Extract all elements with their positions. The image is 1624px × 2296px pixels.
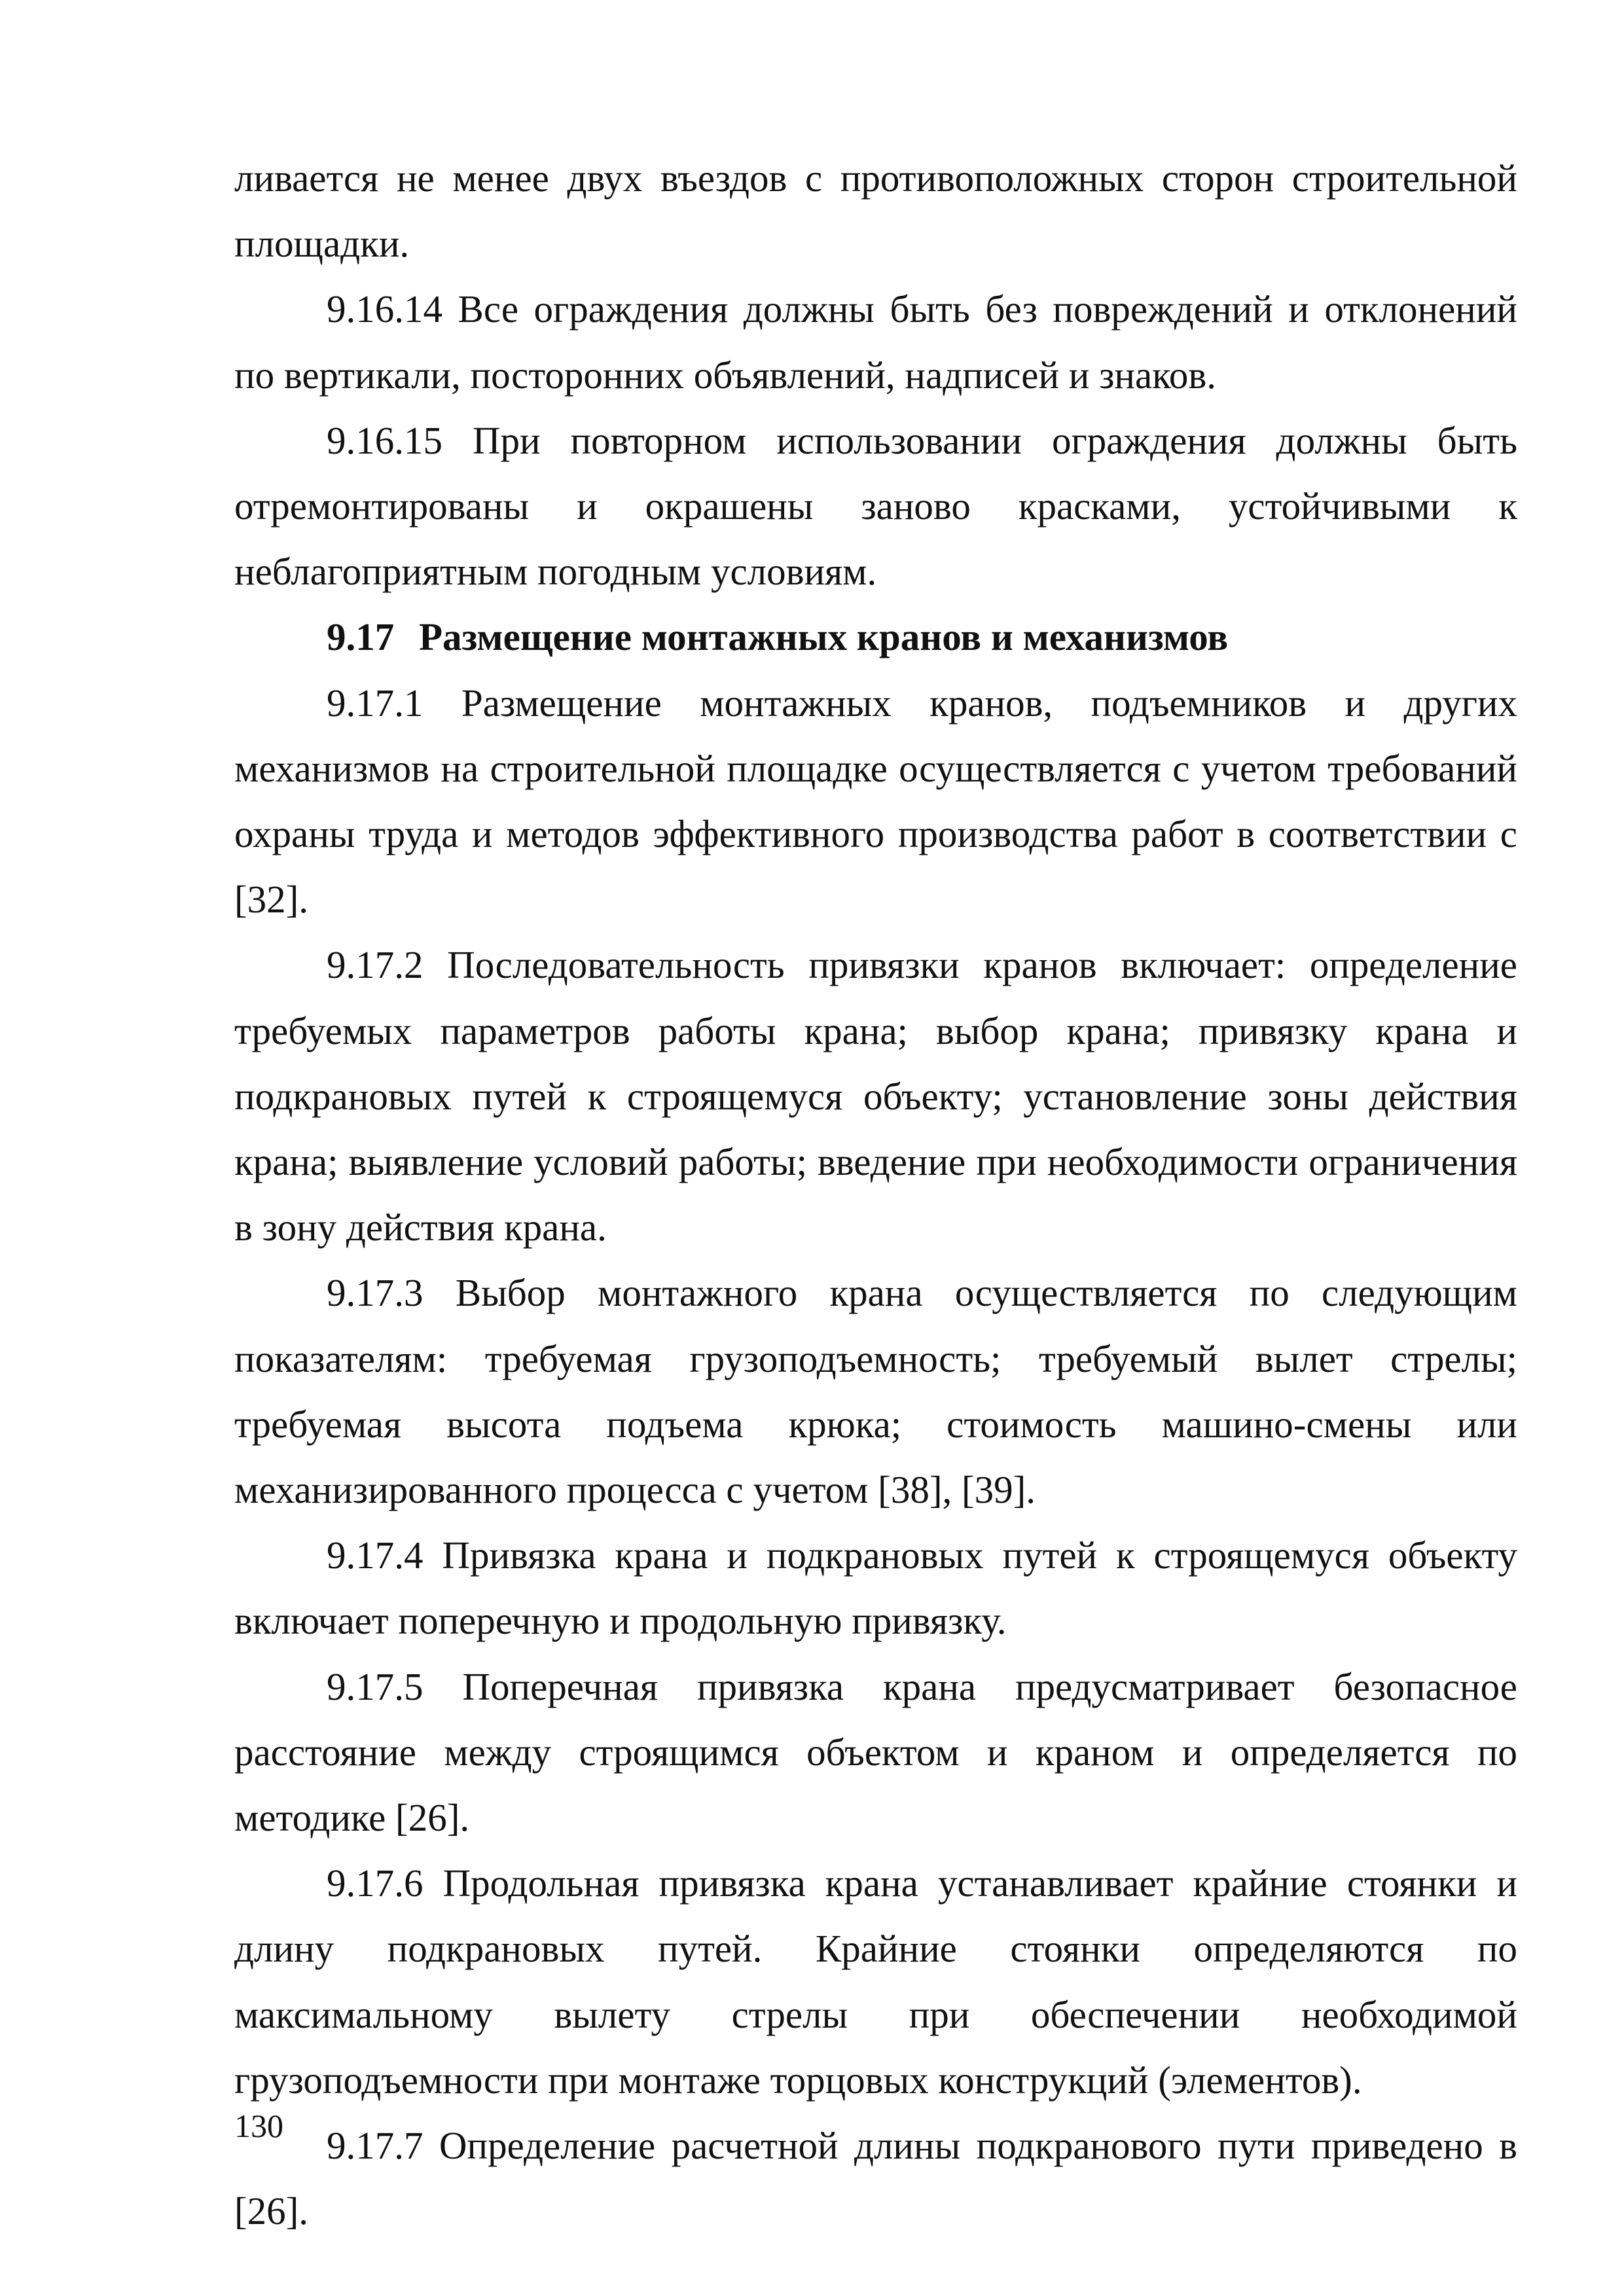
paragraph-9-17-5: 9.17.5 Поперечная привязка крана предусматривает безопасное расстояние между строящимся объектом и краном и определяется по методике [26]. bbox=[234, 1664, 1517, 1840]
section-heading bbox=[234, 604, 1517, 670]
page-number: 130 bbox=[234, 2108, 283, 2144]
section-number: 9.17 bbox=[327, 615, 395, 659]
section-title: Размещение монтажных кранов и механизмов bbox=[419, 615, 1229, 659]
paragraph-9-17-1: 9.17.1 Размещение монтажных кранов, подъемников и других механизмов на строительной площадке осуществляется с учетом требований охраны труда и методов эффективного производства работ в соответствии с [32]. bbox=[234, 681, 1517, 922]
paragraph-9-17-6: 9.17.6 Продольная привязка крана устанавливает крайние стоянки и длину подкрановых путей. Крайние стоянки определяются по максимальному вылету стрелы при обеспечении необходимой грузоподъемности при монтаже торцовых конструкций (элементов). bbox=[234, 1861, 1517, 2102]
paragraph-9-17-4: 9.17.4 Привязка крана и подкрановых путей к строящемуся объекту включает поперечную и продольную привязку. bbox=[234, 1534, 1517, 1643]
paragraph-continuation: ливается не менее двух въездов с противоположных сторон строительной площадки. bbox=[234, 156, 1517, 266]
paragraph-9-17-3: 9.17.3 Выбор монтажного крана осуществляется по следующим показателям: требуемая грузоподъемность; требуемый вылет стрелы; требуемая высота подъема крюка; стоимость машино-смены или механизированного процесса с учетом [38], [39]. bbox=[234, 1271, 1517, 1512]
paragraph-9-17-2: 9.17.2 Последовательность привязки кранов включает: определение требуемых параметров работы крана; выбор крана; привязку крана и подкрановых путей к строящемуся объекту; установление зоны действия крана; выявление условий работы; введение при необходимости ограничения в зону действия крана. bbox=[234, 943, 1517, 1249]
document-body bbox=[234, 145, 1517, 2244]
paragraph-9-17-7: 9.17.7 Определение расчетной длины подкранового пути приведено в [26]. bbox=[234, 2124, 1517, 2233]
paragraph-9-16-14: 9.16.14 Все ограждения должны быть без повреждений и отклонений по вертикали, посторонних объявлений, надписей и знаков. bbox=[234, 287, 1517, 397]
paragraph-9-16-15: 9.16.15 При повторном использовании ограждения должны быть отремонтированы и окрашены заново красками, устойчивыми к неблагоприятным погодным условиям. bbox=[234, 418, 1517, 594]
